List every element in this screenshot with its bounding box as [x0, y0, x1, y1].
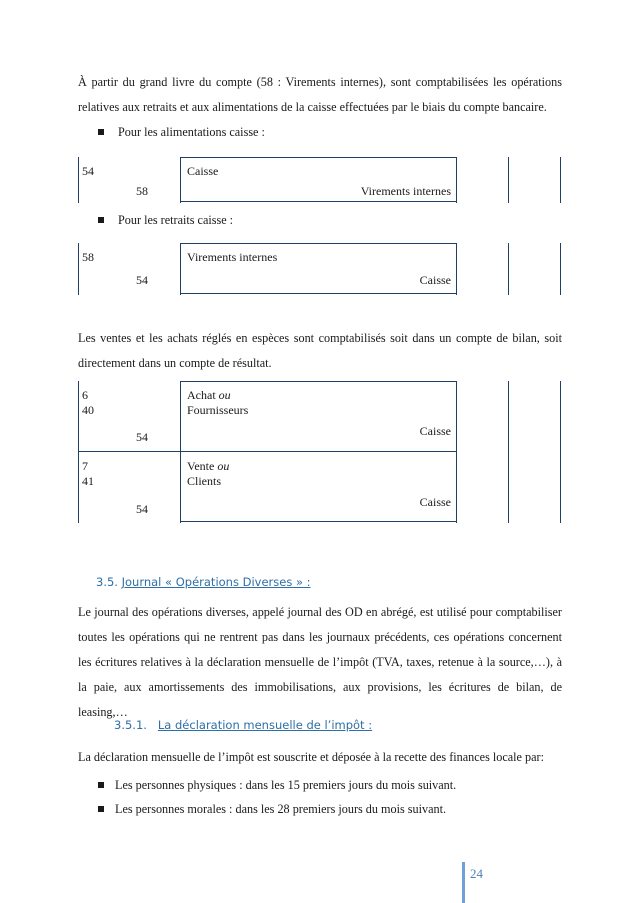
- credit-account-bilan: 41: [82, 474, 94, 488]
- page-number: 24: [470, 866, 483, 881]
- debit-label: Caisse: [187, 164, 219, 178]
- bullet-personnes-morales: Les personnes morales : dans les 28 premiers jours du mois suivant.: [115, 802, 447, 816]
- debit-label-alt: Fournisseurs: [187, 403, 249, 417]
- debit-account: 54: [82, 164, 94, 178]
- credit-account: 58: [136, 184, 148, 198]
- bullet-square-icon: [98, 217, 104, 223]
- section-heading: 3.5. Journal « Opérations Diverses » :: [96, 575, 311, 589]
- debit-account-charge: 6: [82, 388, 88, 402]
- debit-label: Caisse: [419, 495, 451, 509]
- bullet-personnes-physiques: Les personnes physiques : dans les 15 premiers jours du mois suivant.: [115, 778, 457, 792]
- credit-account: 54: [136, 273, 148, 287]
- debit-label: Achat ou: [187, 388, 231, 402]
- credit-label: Caisse: [419, 273, 451, 287]
- bullet-square-icon: [98, 782, 104, 788]
- credit-label: Vente ou: [187, 459, 230, 473]
- debit-account: 58: [82, 250, 94, 264]
- bullet-square-icon: [98, 129, 104, 135]
- bullet-retraits: Pour les retraits caisse :: [118, 213, 234, 227]
- credit-account-produit: 7: [82, 459, 88, 473]
- ventes-paragraph: Les ventes et les achats réglés en espèces sont comptabilisés soit dans un compte de bilan, soit directement dans un compte de résultat.: [78, 331, 562, 370]
- credit-label: Virements internes: [360, 184, 451, 198]
- page-number-bar: [462, 862, 465, 903]
- bullet-square-icon: [98, 806, 104, 812]
- declaration-paragraph: La déclaration mensuelle de l’impôt est souscrite et déposée à la recette des finances locale par:: [78, 750, 544, 764]
- od-paragraph: Le journal des opérations diverses, appelé journal des OD en abrégé, est utilisé pour comptabiliser toutes les opérations qui ne rentrent pas dans les journaux précédents, ces opérations concernent les écritures relatives à la déclaration mensuelle de l’impôt (TVA, taxes, retenue à la source,…), à la paie, aux amortissements des immobilisations, aux provisions, les écritures de bilan, de leasing,…: [78, 605, 562, 719]
- debit-account-bilan: 40: [82, 403, 94, 417]
- bullet-alimentations: Pour les alimentations caisse :: [118, 125, 265, 139]
- credit-account: 54: [136, 430, 148, 444]
- subsection-heading: 3.5.1. La déclaration mensuelle de l’impôt :: [114, 718, 373, 732]
- intro-paragraph: À partir du grand livre du compte (58 : Virements internes), sont comptabilisées les opérations relatives aux retraits et aux alimentations de la caisse effectuées par le biais du compte bancaire.: [78, 75, 562, 114]
- credit-label: Caisse: [419, 424, 451, 438]
- debit-account: 54: [136, 502, 148, 516]
- credit-label-alt: Clients: [187, 474, 222, 488]
- debit-label: Virements internes: [187, 250, 278, 264]
